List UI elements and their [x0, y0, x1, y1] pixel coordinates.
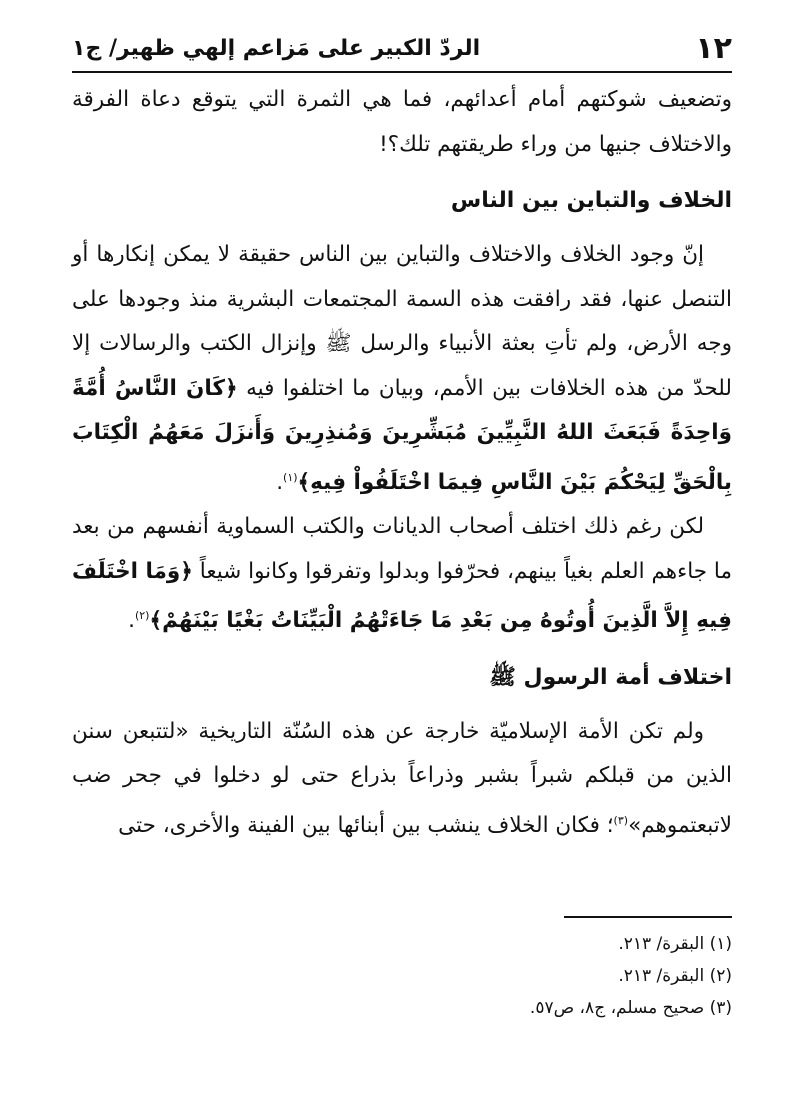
footnotes: [72, 928, 732, 1024]
footnote-ref-3: (٣): [613, 813, 629, 827]
paragraph-3: [72, 505, 732, 644]
paragraph-4-end: ؛ فكان الخلاف ينشب بين أبنائها بين الفينة والأخرى، حتى: [118, 812, 614, 838]
section-heading-2: اختلاف أمة الرسول ﷺ: [489, 664, 732, 690]
footnote-2: (٢) البقرة/ ٢١٣.: [618, 966, 732, 986]
footnote-3: (٣) صحيح مسلم، ج٨، ص٥٧.: [529, 998, 732, 1018]
paragraph-3-end: .: [128, 608, 135, 634]
page-body: [72, 78, 732, 848]
paragraph-2-end: .: [276, 469, 284, 495]
quran-verse-2: ﴿وَمَا اخْتَلَفَ فِيهِ إِلاَّ الَّذِينَ أُوتُوهُ مِن بَعْدِ مَا جَاءَتْهُمُ الْبَيِّنَاتُ بَغْيًا بَيْنَهُمْ﴾: [72, 558, 732, 634]
section-heading-1: الخلاف والتباين بين الناس: [450, 188, 732, 213]
running-title: الردّ الكبير على مَزاعم إلهي ظهير/ ج١: [72, 35, 481, 61]
paragraph-1: وتضعيف شوكتهم أمام أعدائهم، فما هي الثمرة التي يتوقع دعاة الفرقة والاختلاف جنيها من وراء طريقتهم تلك؟!: [72, 87, 732, 157]
page-number: ١٢: [695, 30, 732, 66]
header-rule: [72, 71, 732, 73]
footnote-1: (١) البقرة/ ٢١٣.: [618, 934, 732, 954]
paragraph-4: [72, 710, 732, 849]
paragraph-2: [72, 233, 732, 505]
footnote-ref-1: (١): [283, 470, 298, 484]
footnote-rule: [564, 916, 732, 918]
paragraph-3-text: لكن رغم ذلك اختلف أصحاب الديانات والكتب السماوية أنفسهم من بعد ما جاءهم العلم بغياً بينهم، فحرّفوا وبدلوا وتفرقوا وكانوا شيعاً: [72, 514, 732, 584]
quran-verse-1: ﴿كَانَ النَّاسُ أُمَّةً وَاحِدَةً فَبَعَثَ اللهُ النَّبِيِّينَ مُبَشِّرِينَ وَمُنذِرِينَ وَأَنزَلَ مَعَهُمُ الْكِتَابَ بِالْحَقِّ لِيَحْكُمَ بَيْنَ النَّاسِ فِيمَا اخْتَلَفُواْ فِيهِ﴾: [72, 375, 732, 495]
paragraph-4-text: ولم تكن الأمة الإسلاميّة خارجة عن هذه السُنّة التاريخية «لتتبعن سنن الذين من قبلكم شبراً بشبر وذراعاً بذراع حتى لو دخلوا في جحر ضب لاتبعتموهم»: [72, 718, 732, 838]
paragraph-2-text: إنّ وجود الخلاف والاختلاف والتباين بين الناس حقيقة لا يمكن إنكارها أو التنصل عنها، فقد رافقت هذه السمة المجتمعات البشرية منذ وجودها على وجه الأرض، ولم تأتِ بعثة الأنبياء والرسل ﷺ وإنزال الكتب والرسالات إلا للحدّ من هذه الخلافات بين الأمم، وبيان ما اختلفوا فيه: [72, 242, 732, 401]
footnote-ref-2: (٢): [134, 609, 150, 623]
page-header: [72, 26, 732, 70]
